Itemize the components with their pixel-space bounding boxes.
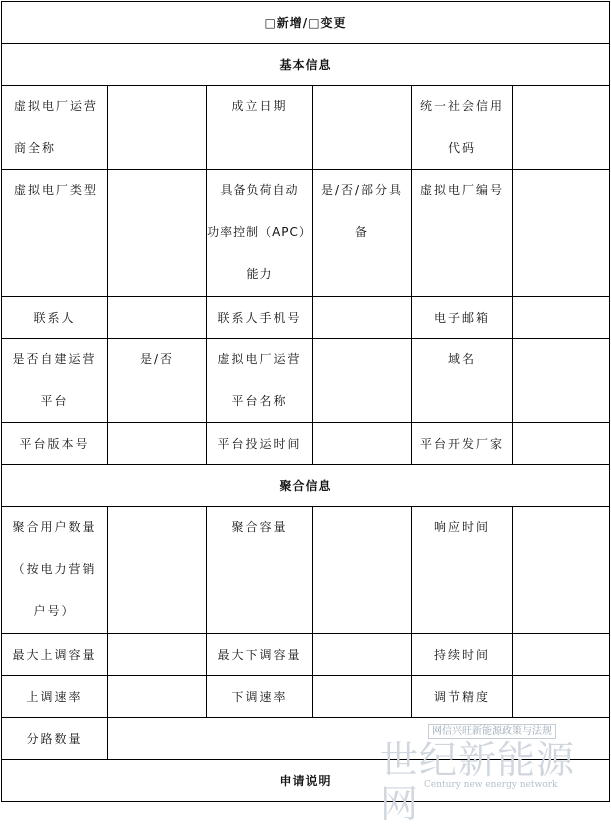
value-establish-date[interactable]: [313, 86, 412, 170]
value-aggregate-capacity[interactable]: [313, 507, 412, 634]
label-platform-launch-time: 平台投运时间: [207, 423, 313, 465]
value-user-count[interactable]: [108, 507, 207, 634]
label-aggregate-capacity: 聚合容量: [207, 507, 313, 634]
label-email: 电子邮箱: [412, 297, 513, 339]
value-credit-code[interactable]: [513, 86, 610, 170]
label-self-built-platform: 是否自建运营 平台: [2, 339, 108, 423]
form-title: □新增/□变更: [2, 2, 610, 44]
label-vpp-number: 虚拟电厂编号: [412, 170, 513, 297]
label-max-up-capacity: 最大上调容量: [2, 634, 108, 676]
label-platform-version: 平台版本号: [2, 423, 108, 465]
value-branch-count[interactable]: [108, 718, 610, 760]
value-apc-options[interactable]: 是/否/部分具 备: [313, 170, 412, 297]
value-platform-developer[interactable]: [513, 423, 610, 465]
value-self-built-options[interactable]: 是/否: [108, 339, 207, 423]
value-max-down-capacity[interactable]: [313, 634, 412, 676]
value-precision[interactable]: [513, 676, 610, 718]
value-platform-version[interactable]: [108, 423, 207, 465]
value-vpp-type[interactable]: [108, 170, 207, 297]
value-operator-full-name[interactable]: [108, 86, 207, 170]
label-max-down-capacity: 最大下调容量: [207, 634, 313, 676]
section-basic-info: 基本信息: [2, 44, 610, 86]
label-response-time: 响应时间: [412, 507, 513, 634]
section-application-description: 申请说明: [2, 760, 610, 802]
label-precision: 调节精度: [412, 676, 513, 718]
value-max-up-capacity[interactable]: [108, 634, 207, 676]
value-vpp-number[interactable]: [513, 170, 610, 297]
value-platform-launch-time[interactable]: [313, 423, 412, 465]
value-response-time[interactable]: [513, 507, 610, 634]
value-duration[interactable]: [513, 634, 610, 676]
value-domain[interactable]: [513, 339, 610, 423]
value-down-rate[interactable]: [313, 676, 412, 718]
label-down-rate: 下调速率: [207, 676, 313, 718]
watermark-top-text: 网信兴旺新能源政策与法规: [428, 724, 556, 739]
application-form-table: [1, 1, 610, 802]
value-contact-person[interactable]: [108, 297, 207, 339]
label-platform-developer: 平台开发厂家: [412, 423, 513, 465]
label-branch-count: 分路数量: [2, 718, 108, 760]
value-contact-phone[interactable]: [313, 297, 412, 339]
label-platform-name: 虚拟电厂运营 平台名称: [207, 339, 313, 423]
label-duration: 持续时间: [412, 634, 513, 676]
value-email[interactable]: [513, 297, 610, 339]
label-domain: 域名: [412, 339, 513, 423]
label-vpp-type: 虚拟电厂类型: [2, 170, 108, 297]
label-contact-phone: 联系人手机号: [207, 297, 313, 339]
label-apc-capability: 具备负荷自动 功率控制（APC） 能力: [207, 170, 313, 297]
label-establish-date: 成立日期: [207, 86, 313, 170]
value-up-rate[interactable]: [108, 676, 207, 718]
section-aggregation-info: 聚合信息: [2, 465, 610, 507]
label-operator-full-name: 虚拟电厂运营 商全称: [2, 86, 108, 170]
label-credit-code: 统一社会信用 代码: [412, 86, 513, 170]
label-up-rate: 上调速率: [2, 676, 108, 718]
value-platform-name[interactable]: [313, 339, 412, 423]
label-contact-person: 联系人: [2, 297, 108, 339]
watermark-main-text: 世纪新能源网: [380, 738, 576, 826]
watermark-sub-text: Century new energy network: [424, 780, 558, 790]
label-user-count: 聚合用户数量 （按电力营销 户号）: [2, 507, 108, 634]
